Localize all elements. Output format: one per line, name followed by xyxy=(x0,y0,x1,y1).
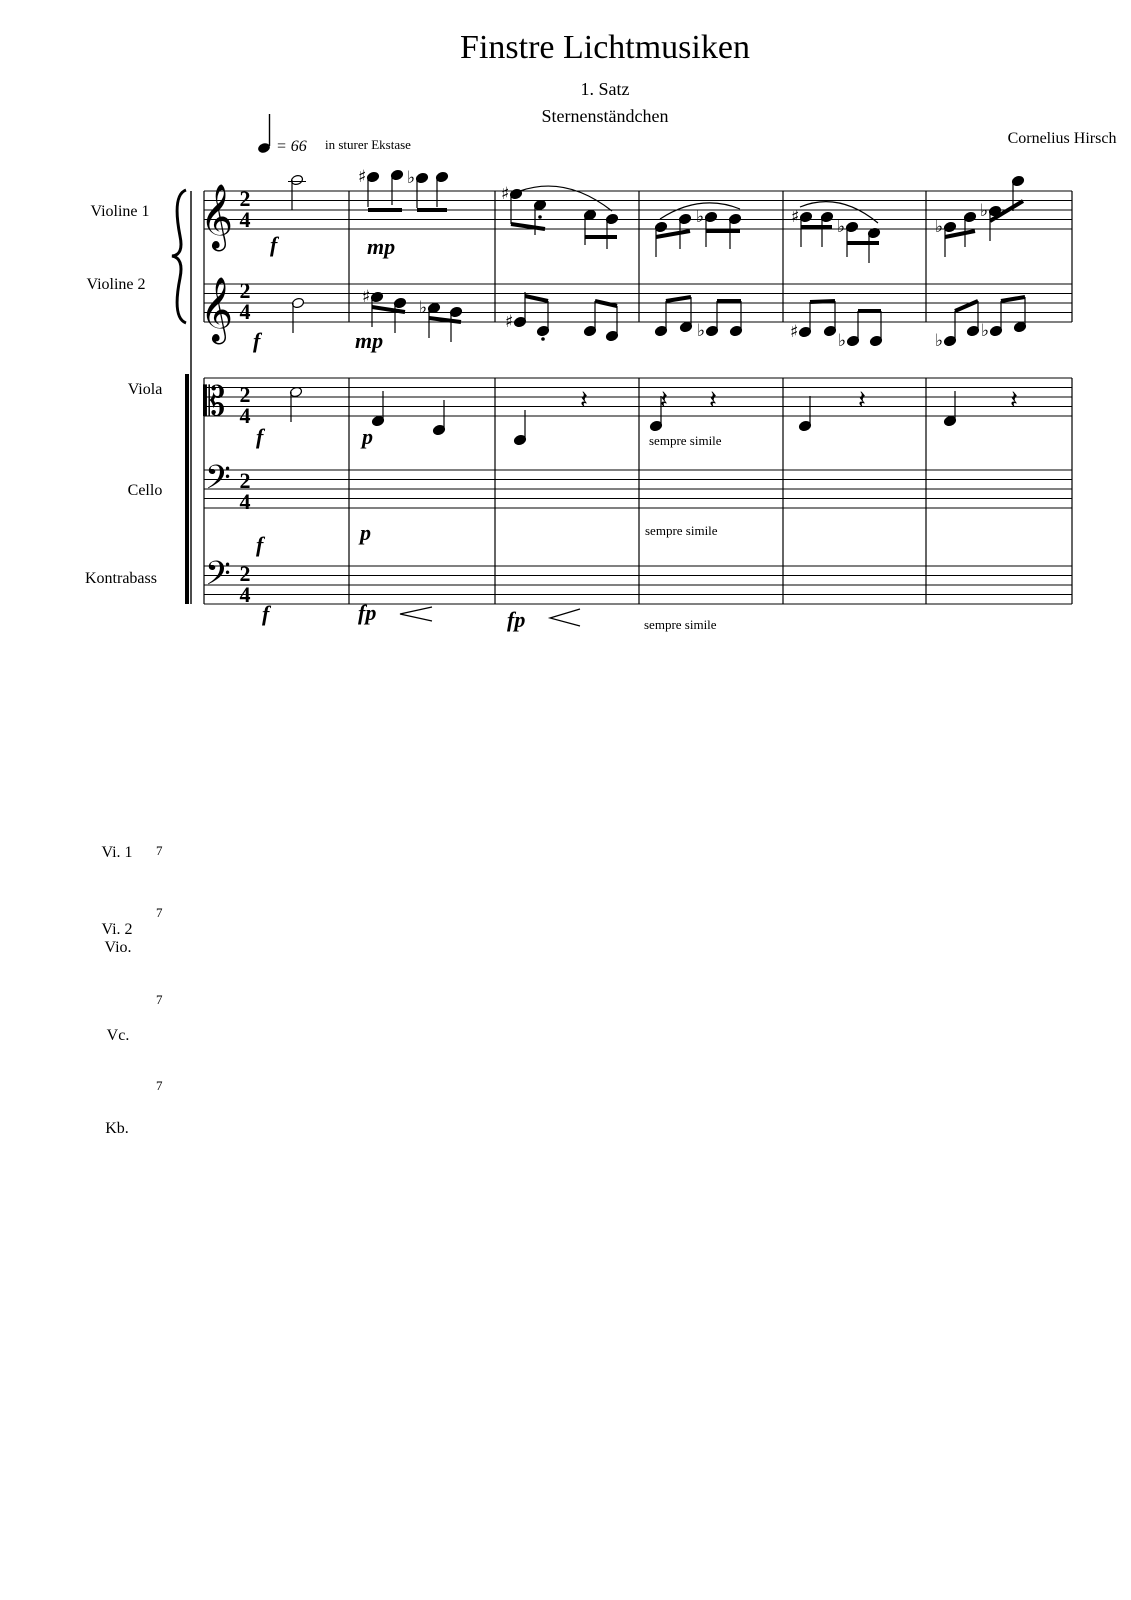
dynamic-mark: fp xyxy=(358,600,377,625)
sharp-icon: ♯ xyxy=(358,167,367,187)
dynamic-mark: mp xyxy=(367,234,396,259)
measure-numbers-system-2 xyxy=(156,843,163,1093)
flat-icon: ♭ xyxy=(407,168,416,188)
flat-icon: ♭ xyxy=(935,217,944,237)
dynamic-mark: f xyxy=(270,232,278,257)
dynamic-mark: fp xyxy=(507,607,526,632)
movement-title: Sternenständchen xyxy=(541,106,669,126)
quarter-rest-icon: 𝄽 xyxy=(580,385,588,416)
beam xyxy=(511,224,545,229)
instrument-labels-system-1 xyxy=(85,203,162,587)
time-sig-numerator: 2 xyxy=(239,382,251,407)
instrument-name: Violine 2 xyxy=(86,276,146,293)
instrument-name: Violine 1 xyxy=(90,203,150,220)
movement-number: 1. Satz xyxy=(580,79,630,99)
sempre-simile-instructions xyxy=(644,433,722,632)
dynamic-mark: f xyxy=(256,532,264,557)
instrument-name: Cello xyxy=(127,482,163,499)
flat-icon: ♭ xyxy=(980,201,989,221)
bass-clef-icon: 𝄢 xyxy=(205,459,231,505)
sempre-simile-text: sempre simile xyxy=(645,523,718,538)
time-sig-denominator: 4 xyxy=(239,489,251,514)
beam xyxy=(429,318,461,322)
flat-icon: ♭ xyxy=(697,321,706,341)
instrument-name: Viola xyxy=(127,381,163,398)
sharp-icon: ♯ xyxy=(505,312,514,332)
instrument-short-name: Vc. xyxy=(106,1027,130,1044)
treble-clef-icon: 𝄞 xyxy=(200,184,234,249)
time-sig-numerator: 2 xyxy=(239,278,251,303)
sempre-simile-text: sempre simile xyxy=(644,617,717,632)
time-sig-numerator: 2 xyxy=(239,186,251,211)
quarter-rest-icon: 𝄽 xyxy=(1010,385,1018,416)
dynamic-mark: f xyxy=(262,601,270,626)
flat-icon: ♭ xyxy=(696,207,705,227)
sempre-simile-text: sempre simile xyxy=(649,433,722,448)
dynamic-mark: p xyxy=(362,424,373,449)
instrument-short-name: Vio. xyxy=(104,939,132,956)
tempo-bpm: = 66 xyxy=(276,138,307,155)
instrument-name: Kontrabass xyxy=(85,570,157,587)
flat-icon: ♭ xyxy=(419,298,428,318)
quarter-rest-icon: 𝄽 xyxy=(660,385,668,416)
staccato-dot xyxy=(541,337,545,341)
beam xyxy=(810,301,835,302)
slur xyxy=(520,186,612,211)
dynamic-mark: f xyxy=(253,328,261,353)
notes-layer xyxy=(288,167,1027,446)
flat-icon: ♭ xyxy=(935,331,944,351)
flat-icon: ♭ xyxy=(837,217,846,237)
dynamic-mark: p xyxy=(360,520,371,545)
measure-number: 7 xyxy=(156,992,163,1007)
beam xyxy=(525,296,548,301)
flat-icon: ♭ xyxy=(838,331,847,351)
instrument-short-name: Kb. xyxy=(105,1120,129,1137)
dynamic-mark: mp xyxy=(355,328,384,353)
flat-icon: ♭ xyxy=(981,321,990,341)
dynamic-mark: f xyxy=(256,424,264,449)
time-sig-numerator: 2 xyxy=(239,561,251,586)
treble-clef-icon: 𝄞 xyxy=(200,277,234,342)
time-sig-denominator: 4 xyxy=(239,207,251,232)
sharp-icon: ♯ xyxy=(790,322,799,342)
quarter-rest-icon: 𝄽 xyxy=(709,385,717,416)
time-sig-denominator: 4 xyxy=(239,582,251,607)
staves-layer xyxy=(172,184,1072,604)
tempo-marking xyxy=(257,114,411,155)
time-sig-numerator: 2 xyxy=(239,468,251,493)
quarter-rest-icon: 𝄽 xyxy=(858,385,866,416)
measure-number: 7 xyxy=(156,1078,163,1093)
tempo-expression: in sturer Ekstase xyxy=(325,137,411,152)
beam xyxy=(666,297,691,301)
bass-clef-icon: 𝄢 xyxy=(205,555,231,601)
instrument-labels-system-2 xyxy=(101,844,132,1137)
time-sig-denominator: 4 xyxy=(239,299,251,324)
sharp-icon: ♯ xyxy=(501,184,510,204)
measure-number: 7 xyxy=(156,905,163,920)
time-sig-denominator: 4 xyxy=(239,403,251,428)
crescendo-hairpins xyxy=(400,607,580,626)
dynamics-system-1 xyxy=(253,232,525,632)
brace-icon xyxy=(172,190,186,323)
piece-title: Finstre Lichtmusiken xyxy=(460,29,750,66)
beam xyxy=(595,301,617,306)
beam xyxy=(1001,297,1025,301)
alto-clef-icon: 𝄡 xyxy=(203,379,226,425)
measure-number: 7 xyxy=(156,843,163,858)
instrument-short-name: Vi. 2 xyxy=(101,921,133,938)
instrument-short-name: Vi. 1 xyxy=(101,844,133,861)
sharp-icon: ♯ xyxy=(362,287,371,307)
composer: Cornelius Hirsch xyxy=(1007,130,1117,147)
staccato-dot xyxy=(538,215,542,219)
sharp-icon: ♯ xyxy=(791,207,800,227)
